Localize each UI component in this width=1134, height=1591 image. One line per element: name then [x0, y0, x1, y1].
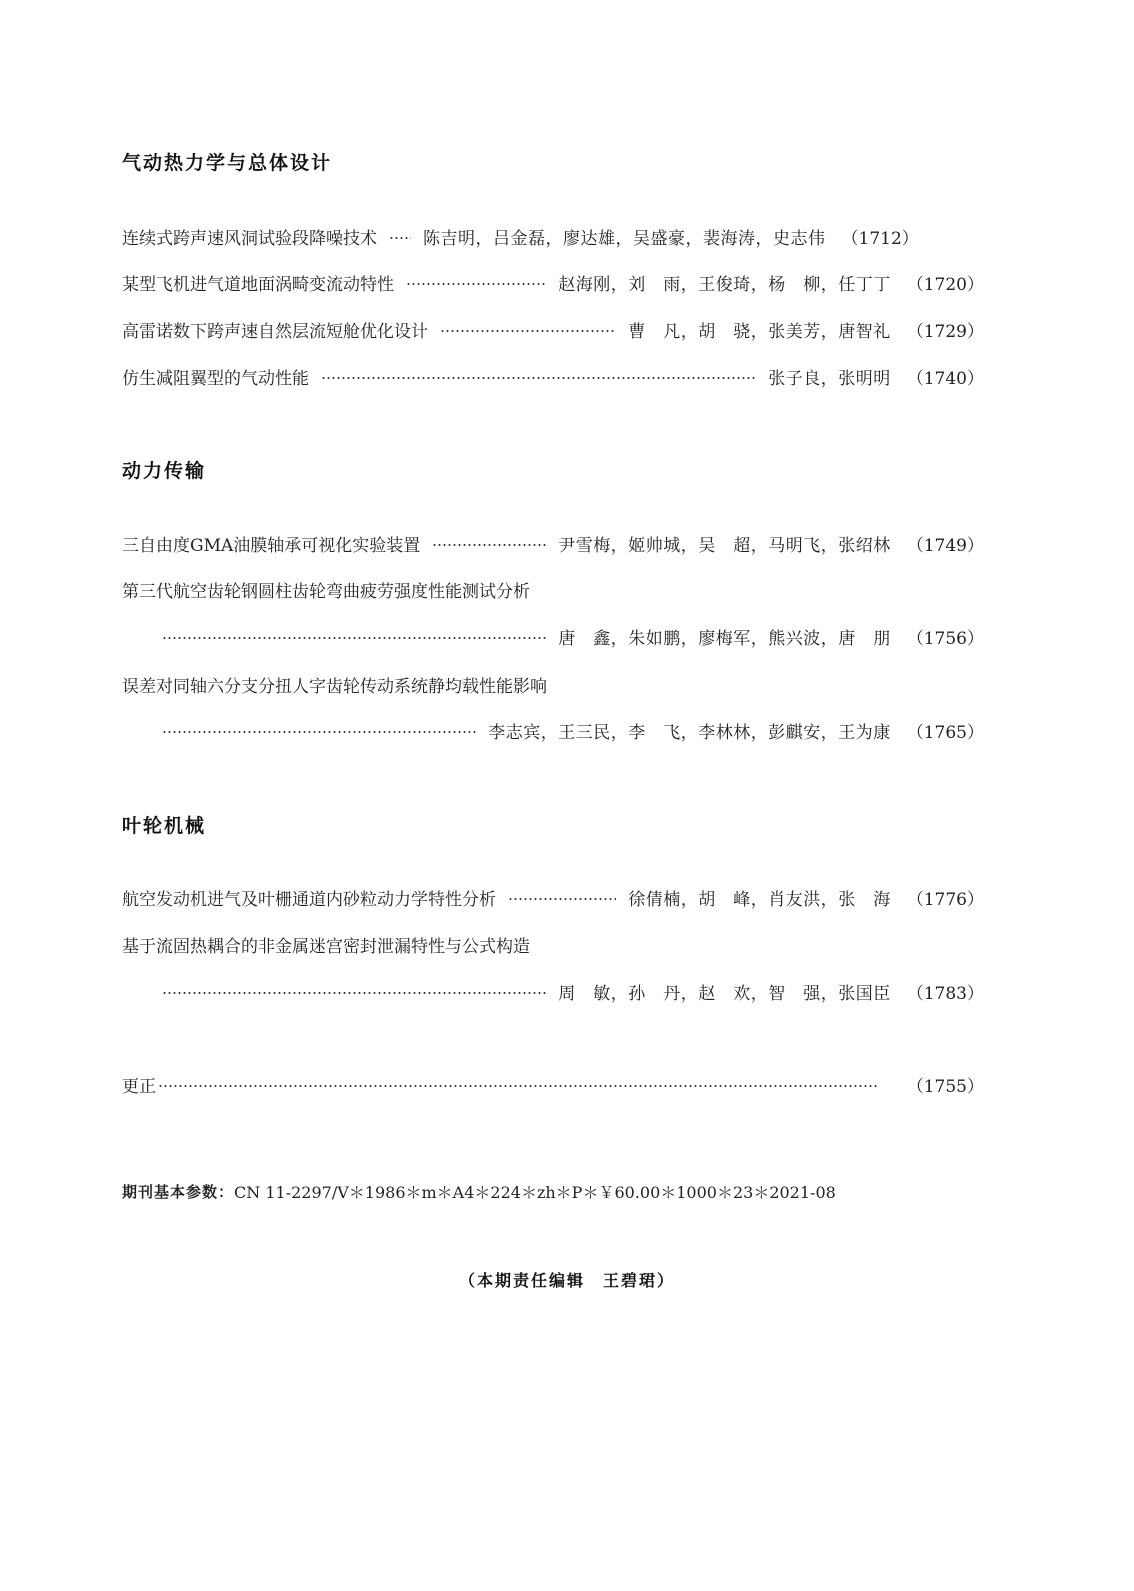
dot-leader [406, 283, 546, 285]
article-title[interactable]: 第三代航空齿轮钢圆柱齿轮弯曲疲劳强度性能测试分析 [122, 581, 530, 602]
article-authors: 唐 鑫，朱如鹏，廖梅军，熊兴波，唐 朋 [558, 628, 891, 649]
article-title[interactable]: 连续式跨声速风洞试验段降噪技术 [122, 228, 377, 249]
article-authors: 李志宾，王三民，李 飞，李林林，彭麒安，王为康 [488, 722, 891, 743]
section-heading-power-transmission: 动力传输 [122, 460, 207, 482]
article-page: （1783） [906, 983, 984, 1004]
toc-entry[interactable] [122, 223, 984, 249]
article-title[interactable]: 三自由度GMA油膜轴承可视化实验装置 [122, 535, 421, 556]
article-title[interactable]: 仿生减阻翼型的气动性能 [122, 368, 309, 389]
article-authors: 徐倩楠，胡 峰，肖友洪，张 海 [628, 889, 891, 910]
dot-leader [440, 330, 616, 332]
dot-leader [162, 992, 546, 994]
article-page: （1740） [906, 368, 984, 389]
article-authors: 张子良，张明明 [768, 368, 891, 389]
article-title[interactable]: 某型飞机进气道地面涡畸变流动特性 [122, 274, 394, 295]
toc-entry-continuation [160, 623, 984, 649]
article-authors: 陈吉明，吕金磊，廖达雄，吴盛豪，裴海涛，史志伟 [423, 228, 826, 249]
toc-entry[interactable] [122, 884, 984, 910]
article-authors: 赵海刚，刘 雨，王俊琦，杨 柳，任丁丁 [558, 274, 891, 295]
article-page: （1749） [906, 535, 984, 556]
article-authors: 周 敏，孙 丹，赵 欢，智 强，张国臣 [558, 983, 891, 1004]
correction-title[interactable]: 更正 [122, 1076, 156, 1097]
dot-leader [162, 731, 476, 733]
toc-entry[interactable] [122, 316, 984, 342]
dot-leader [162, 637, 546, 639]
toc-entry-correction[interactable] [122, 1071, 984, 1097]
journal-parameters [122, 1178, 836, 1204]
article-page: （1729） [906, 321, 984, 342]
dot-leader [158, 1085, 879, 1087]
article-page: （1765） [906, 722, 984, 743]
section-heading-turbomachinery: 叶轮机械 [122, 815, 207, 837]
article-title[interactable]: 高雷诺数下跨声速自然层流短舱优化设计 [122, 321, 428, 342]
dot-leader [389, 237, 411, 239]
article-page: （1712） [841, 228, 919, 249]
article-title[interactable]: 航空发动机进气及叶栅通道内砂粒动力学特性分析 [122, 889, 496, 910]
toc-entry[interactable] [122, 269, 984, 295]
toc-entry[interactable] [122, 363, 984, 389]
responsible-editor: （本期责任编辑 王碧珺） [458, 1271, 675, 1290]
toc-entry[interactable] [122, 530, 984, 556]
article-page: （1776） [906, 889, 984, 910]
correction-page: （1755） [906, 1076, 984, 1097]
section-heading-aerothermodynamics: 气动热力学与总体设计 [122, 152, 333, 174]
article-title[interactable]: 误差对同轴六分支分扭人字齿轮传动系统静均载性能影响 [122, 676, 547, 697]
journal-parameters-value: CN 11-2297/V＊1986＊m＊A4＊224＊zh＊P＊￥60.00＊1000＊23＊2021-08 [234, 1182, 836, 1202]
article-authors: 尹雪梅，姬帅城，吴 超，马明飞，张绍林 [558, 535, 891, 556]
journal-parameters-label: 期刊基本参数： [122, 1182, 235, 1201]
dot-leader [432, 544, 546, 546]
dot-leader [321, 377, 756, 379]
article-page: （1720） [906, 274, 984, 295]
article-title[interactable]: 基于流固热耦合的非金属迷宫密封泄漏特性与公式构造 [122, 936, 530, 957]
toc-entry-continuation [160, 978, 984, 1004]
article-page: （1756） [906, 628, 984, 649]
toc-entry-continuation [160, 717, 984, 743]
article-authors: 曹 凡，胡 骁，张美芳，唐智礼 [628, 321, 891, 342]
dot-leader [508, 898, 616, 900]
